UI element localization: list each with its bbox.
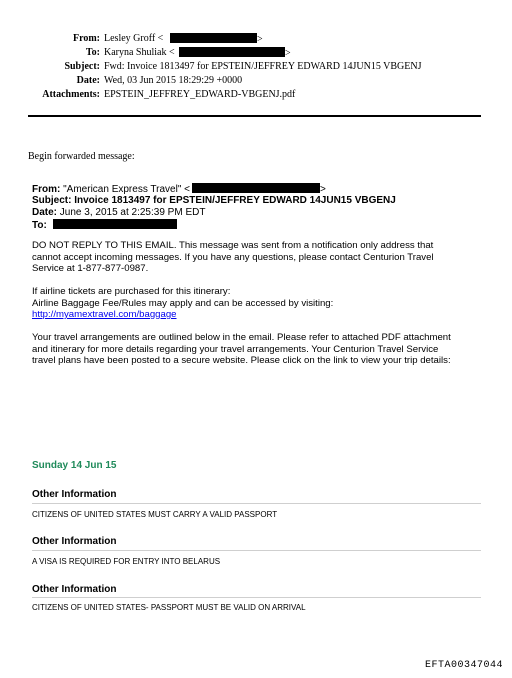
notice-line: DO NOT REPLY TO THIS EMAIL. This message was sent from a notification only address that (32, 240, 434, 251)
redaction-bar (170, 33, 257, 43)
forwarded-date-row (32, 207, 205, 219)
notice-line: cannot accept incoming messages. If you have any questions, please contact Centurion Travel (32, 251, 434, 263)
airline-line: If airline tickets are purchased for this itinerary: (32, 286, 231, 297)
fwd-subject-value: Invoice 1813497 for EPSTEIN/JEFFREY EDWARD 14JUN15 VBGENJ (74, 195, 396, 206)
date-value: Wed, 03 Jun 2015 18:29:29 +0000 (104, 75, 243, 86)
section-text: CITIZENS OF UNITED STATES MUST CARRY A VALID PASSPORT (32, 510, 278, 519)
fwd-from-value: "American Express Travel" < (63, 184, 190, 195)
section-title: Other Information (32, 536, 117, 547)
attachment-file[interactable]: EPSTEIN_JEFFREY_EDWARD-VBGENJ.pdf (104, 89, 296, 100)
to-label: To: (85, 47, 100, 58)
redaction-bar (53, 219, 177, 229)
from-tail: > (257, 34, 263, 45)
document-id: EFTA00347044 (425, 660, 504, 671)
arrangements-line: Your travel arrangements are outlined below in the email. Please refer to attached PDF attachment (32, 332, 451, 343)
forwarded-subject-row (32, 195, 396, 207)
section-divider (32, 597, 481, 598)
subject-label: Subject: (64, 61, 100, 72)
baggage-link[interactable]: http://myamextravel.com/baggage (32, 309, 177, 320)
fwd-to-label: To: (32, 220, 47, 231)
section-text: CITIZENS OF UNITED STATES- PASSPORT MUST BE VALID ON ARRIVAL (32, 603, 306, 612)
outer-to-value (100, 47, 291, 60)
section-title: Other Information (32, 489, 117, 500)
airline-line: Airline Baggage Fee/Rules may apply and can be accessed by visiting: (32, 297, 334, 309)
section-title: Other Information (32, 584, 117, 595)
forwarded-to-row (32, 219, 177, 232)
outer-from-value (100, 33, 263, 46)
section-divider (32, 503, 481, 504)
fwd-from-tail: > (320, 184, 326, 195)
fwd-subject-label: Subject: (32, 195, 72, 206)
fwd-date-label: Date: (32, 207, 58, 218)
section-divider (32, 550, 481, 551)
airline-paragraph (32, 286, 333, 321)
fwd-from-label: From: (32, 184, 61, 195)
arrangements-paragraph (32, 332, 451, 367)
itinerary-date-heading: Sunday 14 Jun 15 (32, 460, 117, 471)
arrangements-line: travel plans have been posted to a secure website. Please click on the link to view your trip details: (32, 355, 451, 366)
forward-note: Begin forwarded message: (28, 151, 135, 162)
to-tail: > (285, 48, 291, 59)
header-divider (28, 115, 481, 117)
notice-line: Service at 1-877-877-0987. (32, 263, 149, 274)
fwd-date-value: June 3, 2015 at 2:25:39 PM EDT (59, 207, 206, 218)
attachments-label: Attachments: (42, 89, 100, 100)
date-label: Date: (76, 75, 100, 86)
from-value: Lesley Groff < (104, 33, 164, 44)
subject-value: Fwd: Invoice 1813497 for EPSTEIN/JEFFREY EDWARD 14JUN15 VBGENJ (104, 61, 422, 72)
arrangements-line: and itinerary for more details regarding your travel arrangements. Your Centurion Travel Service (32, 343, 439, 355)
redaction-bar (179, 47, 285, 57)
from-label: From: (72, 33, 100, 44)
redaction-bar (192, 183, 320, 193)
to-value: Karyna Shuliak < (104, 47, 175, 58)
section-text: A VISA IS REQUIRED FOR ENTRY INTO BELARUS (32, 557, 221, 566)
notice-paragraph (32, 240, 434, 275)
